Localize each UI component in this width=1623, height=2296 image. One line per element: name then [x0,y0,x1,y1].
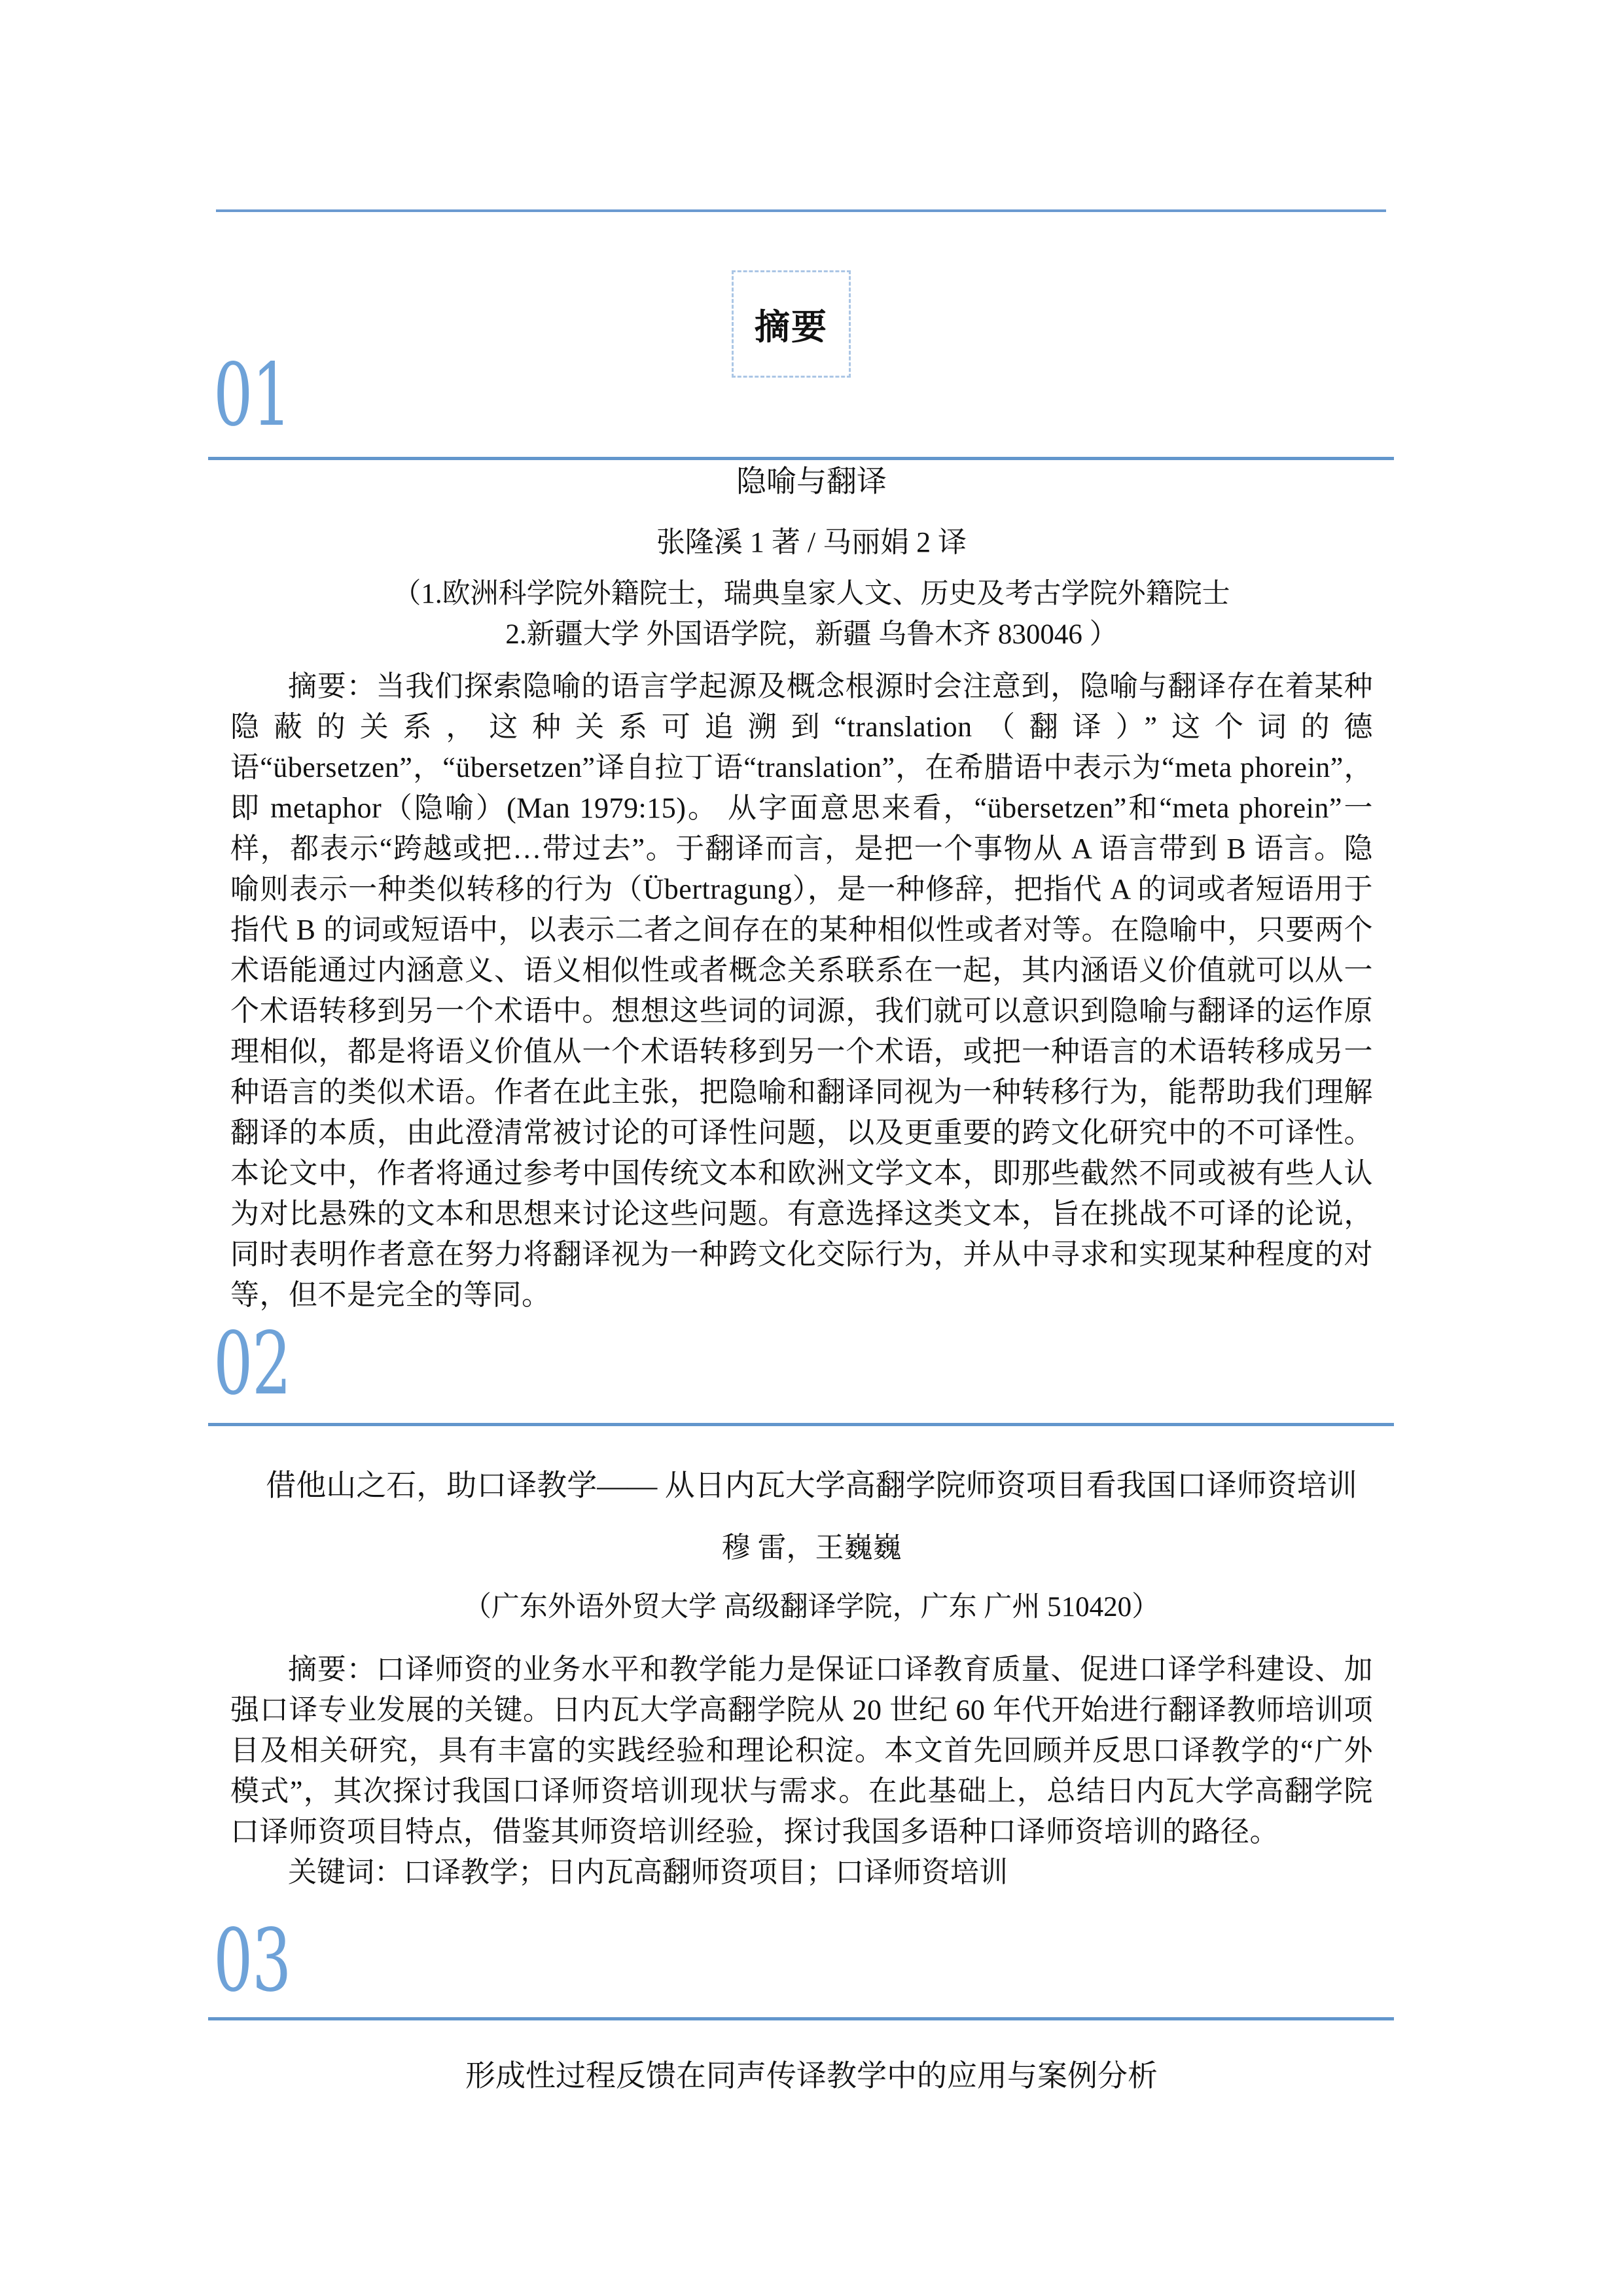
article-abstract-01: 摘要：当我们探索隐喻的语言学起源及概念根源时会注意到，隐喻与翻译存在着某种隐蔽的关系，这种关系可追溯到“translation（翻译）”这个词的德语“übersetzen”，“übersetzen”译自拉丁语“translation”，在希腊语中表示为“meta phorein”，即 metaphor（隐喻）(Man 1979:15)。 从字面意思来看，“übersetzen”和“meta phorein”一样，都表示“跨越或把…带过去”。于翻译而言，是把一个事物从 A 语言带到 B 语言。隐喻则表示一种类似转移的行为（Übertragung），是一种修辞，把指代 A 的词或者短语用于指代 B 的词或短语中，以表示二者之间存在的某种相似性或者对等。在隐喻中，只要两个术语能通过内涵意义、语义相似性或者概念关系联系在一起，其内涵语义价值就可以从一个术语转移到另一个术语中。想想这些词的词源，我们就可以意识到隐喻与翻译的运作原理相似，都是将语义价值从一个术语转移到另一个术语，或把一种语言的术语转移成另一种语言的类似术语。作者在此主张，把隐喻和翻译同视为一种转移行为，能帮助我们理解翻译的本质，由此澄清常被讨论的可译性问题，以及更重要的跨文化研究中的不可译性。本论文中，作者将通过参考中国传统文本和欧洲文学文本，即那些截然不同或被有些人认为对比悬殊的文本和思想来讨论这些问题。有意选择这类文本，旨在挑战不可译的论说，同时表明作者意在努力将翻译视为一种跨文化交际行为，并从中寻求和实现某种程度的对等，但不是完全的等同。 [230,670,1373,1311]
article-authors-02: 穆 雷，王巍巍 [721,1532,902,1564]
abstract-badge-box [732,270,851,378]
section-number-01: 01 [213,345,291,446]
article-title-01: 隐喻与翻译 [736,465,887,498]
article-affiliation-01-line1: （1.欧洲科学院外籍院士，瑞典皇家人文、历史及考古学院外籍院士 [393,579,1230,609]
article-keywords-02: 关键词：口译教学；日内瓦高翻师资项目；口译师资培训 [288,1856,1008,1888]
abstract-badge-label: 摘要 [755,307,828,347]
section-rule-02 [208,1423,1394,1426]
section-rule-01 [208,457,1394,460]
article-affiliation-02: （广东外语外贸大学 高级翻译学院，广东 广州 510420） [463,1592,1160,1623]
article-affiliation-01-line2: 2.新疆大学 外国语学院，新疆 乌鲁木齐 830046 ） [505,619,1118,650]
section-number-03: 03 [213,1910,291,2011]
article-authors-01: 张隆溪 1 著 / 马丽娟 2 译 [656,526,967,558]
section-rule-03 [208,2017,1394,2020]
article-title-02: 借他山之石，助口译教学—— 从日内瓦大学高翻学院师资项目看我国口译师资培训 [266,1469,1357,1502]
top-divider-rule [216,209,1386,212]
article-abstract-02: 摘要：口译师资的业务水平和教学能力是保证口译教育质量、促进口译学科建设、加强口译专业发展的关键。日内瓦大学高翻学院从 20 世纪 60 年代开始进行翻译教师培训项目及相关研究，具有丰富的实践经验和理论积淀。本文首先回顾并反思口译教学的“广外模式”，其次探讨我国口译师资培训现状与需求。在此基础上，总结日内瓦大学高翻学院口译师资项目特点，借鉴其师资培训经验，探讨我国多语种口译师资培训的路径。 [230,1653,1373,1848]
article-title-03: 形成性过程反馈在同声传译教学中的应用与案例分析 [465,2059,1158,2092]
section-number-02: 02 [213,1314,291,1414]
